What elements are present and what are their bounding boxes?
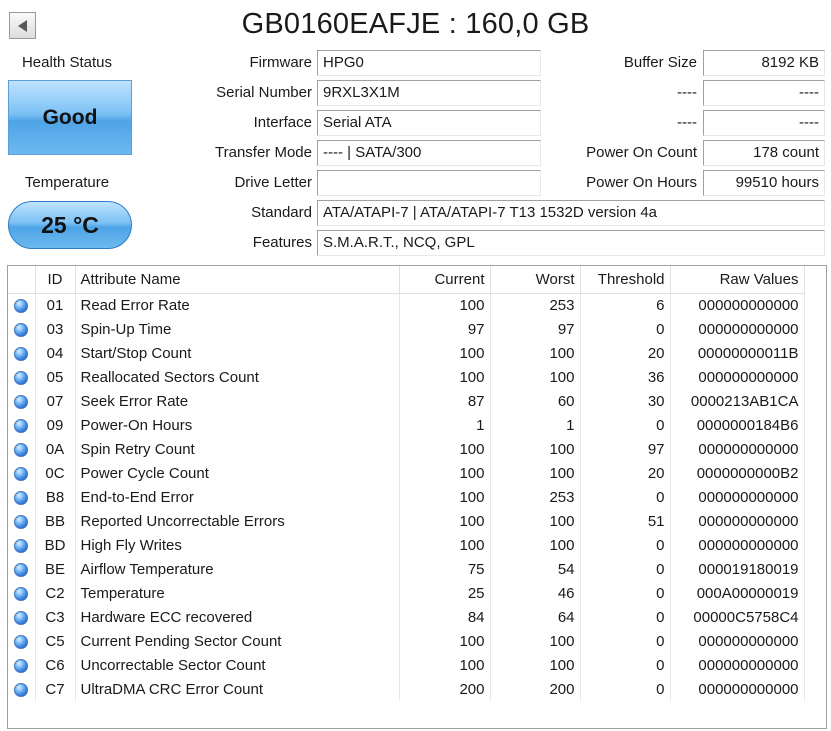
temperature-label: Temperature: [24, 174, 110, 191]
firmware-field: HPG0: [317, 50, 541, 76]
transfer-mode-label: Transfer Mode: [215, 144, 312, 161]
status-dot-icon: [14, 371, 28, 385]
column-header-raw-values[interactable]: Raw Values: [670, 266, 804, 293]
status-dot-icon: [14, 443, 28, 457]
cell-raw-values: 000000000000: [670, 677, 804, 701]
features-label: Features: [252, 234, 312, 251]
health-status-button[interactable]: Good: [8, 80, 132, 155]
cell-status: [8, 413, 35, 437]
cell-status: [8, 293, 35, 317]
cell-status: [8, 341, 35, 365]
cell-worst: 100: [490, 365, 580, 389]
cell-threshold: 0: [580, 605, 670, 629]
cell-status: [8, 629, 35, 653]
table-row[interactable]: [8, 509, 804, 533]
serial-number-field: 9RXL3X1M: [317, 80, 541, 106]
cell-id: 03: [35, 317, 75, 341]
power-on-hours-field: 99510 hours: [703, 170, 825, 196]
table-row[interactable]: [8, 581, 804, 605]
cell-threshold: 0: [580, 317, 670, 341]
status-dot-icon: [14, 563, 28, 577]
column-header-id[interactable]: ID: [35, 266, 75, 293]
cell-raw-values: 000000000000: [670, 533, 804, 557]
column-header-threshold[interactable]: Threshold: [580, 266, 670, 293]
status-dot-icon: [14, 683, 28, 697]
cell-current: 100: [399, 365, 490, 389]
cell-current: 100: [399, 293, 490, 317]
cell-id: 09: [35, 413, 75, 437]
cell-id: C2: [35, 581, 75, 605]
status-dot-icon: [14, 539, 28, 553]
table-row[interactable]: [8, 317, 804, 341]
cell-worst: 253: [490, 485, 580, 509]
cell-raw-values: 0000000184B6: [670, 413, 804, 437]
cell-current: 1: [399, 413, 490, 437]
buffer-size-label: Buffer Size: [623, 54, 697, 71]
cell-threshold: 0: [580, 581, 670, 605]
cell-current: 100: [399, 533, 490, 557]
cell-worst: 253: [490, 293, 580, 317]
status-dot-icon: [14, 467, 28, 481]
cell-attribute-name: Current Pending Sector Count: [75, 629, 399, 653]
drive-letter-field: [317, 170, 541, 196]
cell-raw-values: 000000000000: [670, 653, 804, 677]
cell-threshold: 0: [580, 557, 670, 581]
cell-attribute-name: Read Error Rate: [75, 293, 399, 317]
cell-current: 84: [399, 605, 490, 629]
temperature-badge: 25 °C: [8, 201, 132, 249]
cell-id: 05: [35, 365, 75, 389]
cell-current: 200: [399, 677, 490, 701]
drive-title: GB0160EAFJE : 160,0 GB: [241, 8, 590, 40]
cell-worst: 100: [490, 509, 580, 533]
cell-id: 04: [35, 341, 75, 365]
cell-raw-values: 000000000000: [670, 485, 804, 509]
cell-status: [8, 389, 35, 413]
cell-attribute-name: High Fly Writes: [75, 533, 399, 557]
cell-raw-values: 000000000000: [670, 509, 804, 533]
cell-raw-values: 000019180019: [670, 557, 804, 581]
cell-current: 100: [399, 653, 490, 677]
cell-attribute-name: UltraDMA CRC Error Count: [75, 677, 399, 701]
cell-raw-values: 0000213AB1CA: [670, 389, 804, 413]
cell-threshold: 0: [580, 629, 670, 653]
column-header-worst[interactable]: Worst: [490, 266, 580, 293]
cell-worst: 200: [490, 677, 580, 701]
cell-raw-values: 00000C5758C4: [670, 605, 804, 629]
cell-threshold: 0: [580, 653, 670, 677]
standard-label: Standard: [251, 204, 312, 221]
cell-worst: 100: [490, 653, 580, 677]
buffer-size-field: 8192 KB: [703, 50, 825, 76]
cell-attribute-name: Airflow Temperature: [75, 557, 399, 581]
blank1-label: ----: [677, 84, 697, 101]
features-field: S.M.A.R.T., NCQ, GPL: [317, 230, 825, 256]
cell-attribute-name: End-to-End Error: [75, 485, 399, 509]
cell-threshold: 6: [580, 293, 670, 317]
cell-status: [8, 653, 35, 677]
interface-field: Serial ATA: [317, 110, 541, 136]
table-row[interactable]: [8, 485, 804, 509]
cell-raw-values: 0000000000B2: [670, 461, 804, 485]
cell-status: [8, 557, 35, 581]
cell-attribute-name: Reported Uncorrectable Errors: [75, 509, 399, 533]
cell-current: 75: [399, 557, 490, 581]
cell-id: 0A: [35, 437, 75, 461]
cell-current: 97: [399, 317, 490, 341]
cell-threshold: 97: [580, 437, 670, 461]
cell-status: [8, 533, 35, 557]
cell-threshold: 0: [580, 677, 670, 701]
cell-current: 100: [399, 485, 490, 509]
table-row[interactable]: [8, 533, 804, 557]
cell-worst: 100: [490, 533, 580, 557]
cell-threshold: 36: [580, 365, 670, 389]
cell-attribute-name: Start/Stop Count: [75, 341, 399, 365]
table-row[interactable]: [8, 557, 804, 581]
column-header-status[interactable]: [8, 266, 35, 293]
cell-current: 100: [399, 341, 490, 365]
cell-status: [8, 605, 35, 629]
cell-attribute-name: Reallocated Sectors Count: [75, 365, 399, 389]
cell-raw-values: 000000000000: [670, 293, 804, 317]
cell-worst: 64: [490, 605, 580, 629]
status-dot-icon: [14, 323, 28, 337]
cell-worst: 1: [490, 413, 580, 437]
cell-status: [8, 437, 35, 461]
cell-id: C6: [35, 653, 75, 677]
cell-id: B8: [35, 485, 75, 509]
table-header-row: [8, 266, 804, 293]
cell-raw-values: 000000000000: [670, 365, 804, 389]
cell-current: 100: [399, 509, 490, 533]
firmware-label: Firmware: [249, 54, 312, 71]
table-body: [8, 293, 804, 701]
smart-table: [8, 266, 805, 701]
transfer-mode-field: ---- | SATA/300: [317, 140, 541, 166]
table-row[interactable]: [8, 461, 804, 485]
table-row[interactable]: [8, 341, 804, 365]
cell-raw-values: 000000000000: [670, 317, 804, 341]
table-row[interactable]: [8, 389, 804, 413]
cell-threshold: 51: [580, 509, 670, 533]
cell-worst: 46: [490, 581, 580, 605]
cell-status: [8, 677, 35, 701]
cell-id: C5: [35, 629, 75, 653]
cell-current: 100: [399, 629, 490, 653]
status-dot-icon: [14, 299, 28, 313]
table-row[interactable]: [8, 629, 804, 653]
cell-attribute-name: Spin-Up Time: [75, 317, 399, 341]
cell-current: 25: [399, 581, 490, 605]
cell-raw-values: 000000000000: [670, 437, 804, 461]
table-row[interactable]: [8, 605, 804, 629]
cell-attribute-name: Spin Retry Count: [75, 437, 399, 461]
cell-threshold: 0: [580, 413, 670, 437]
cell-attribute-name: Temperature: [75, 581, 399, 605]
health-status-label: Health Status: [21, 54, 113, 71]
cell-attribute-name: Hardware ECC recovered: [75, 605, 399, 629]
cell-id: BD: [35, 533, 75, 557]
cell-worst: 100: [490, 437, 580, 461]
cell-raw-values: 000A00000019: [670, 581, 804, 605]
cell-id: C3: [35, 605, 75, 629]
power-on-count-field: 178 count: [703, 140, 825, 166]
interface-label: Interface: [253, 114, 312, 131]
cell-worst: 100: [490, 461, 580, 485]
table-row[interactable]: [8, 365, 804, 389]
cell-raw-values: 00000000011B: [670, 341, 804, 365]
blank2-field: ----: [703, 110, 825, 136]
table-row[interactable]: [8, 437, 804, 461]
column-header-current[interactable]: Current: [399, 266, 490, 293]
cell-worst: 100: [490, 629, 580, 653]
table-row[interactable]: [8, 413, 804, 437]
table-row[interactable]: [8, 677, 804, 701]
cell-id: C7: [35, 677, 75, 701]
smart-attribute-table[interactable]: [7, 265, 827, 729]
table-row[interactable]: [8, 293, 804, 317]
cell-attribute-name: Seek Error Rate: [75, 389, 399, 413]
cell-status: [8, 485, 35, 509]
status-dot-icon: [14, 635, 28, 649]
standard-field: ATA/ATAPI-7 | ATA/ATAPI-7 T13 1532D version 4a: [317, 200, 825, 226]
cell-id: 01: [35, 293, 75, 317]
cell-threshold: 0: [580, 485, 670, 509]
cell-threshold: 20: [580, 461, 670, 485]
cell-worst: 60: [490, 389, 580, 413]
status-dot-icon: [14, 491, 28, 505]
drive-letter-label: Drive Letter: [234, 174, 312, 191]
blank2-label: ----: [677, 114, 697, 131]
status-dot-icon: [14, 347, 28, 361]
status-dot-icon: [14, 611, 28, 625]
column-header-attribute-name[interactable]: Attribute Name: [75, 266, 399, 293]
serial-number-label: Serial Number: [216, 84, 312, 101]
cell-threshold: 0: [580, 533, 670, 557]
cell-id: 07: [35, 389, 75, 413]
power-on-hours-label: Power On Hours: [586, 174, 697, 191]
status-dot-icon: [14, 395, 28, 409]
cell-raw-values: 000000000000: [670, 629, 804, 653]
cell-current: 100: [399, 437, 490, 461]
cell-worst: 54: [490, 557, 580, 581]
power-on-count-label: Power On Count: [586, 144, 697, 161]
table-row[interactable]: [8, 653, 804, 677]
cell-attribute-name: Uncorrectable Sector Count: [75, 653, 399, 677]
cell-current: 100: [399, 461, 490, 485]
cell-status: [8, 461, 35, 485]
cell-current: 87: [399, 389, 490, 413]
cell-threshold: 30: [580, 389, 670, 413]
status-dot-icon: [14, 659, 28, 673]
cell-id: BE: [35, 557, 75, 581]
cell-status: [8, 317, 35, 341]
cell-status: [8, 365, 35, 389]
cell-status: [8, 581, 35, 605]
cell-id: 0C: [35, 461, 75, 485]
status-dot-icon: [14, 515, 28, 529]
cell-worst: 97: [490, 317, 580, 341]
status-dot-icon: [14, 587, 28, 601]
cell-attribute-name: Power-On Hours: [75, 413, 399, 437]
blank1-field: ----: [703, 80, 825, 106]
cell-status: [8, 509, 35, 533]
cell-id: BB: [35, 509, 75, 533]
cell-attribute-name: Power Cycle Count: [75, 461, 399, 485]
cell-worst: 100: [490, 341, 580, 365]
status-dot-icon: [14, 419, 28, 433]
cell-threshold: 20: [580, 341, 670, 365]
